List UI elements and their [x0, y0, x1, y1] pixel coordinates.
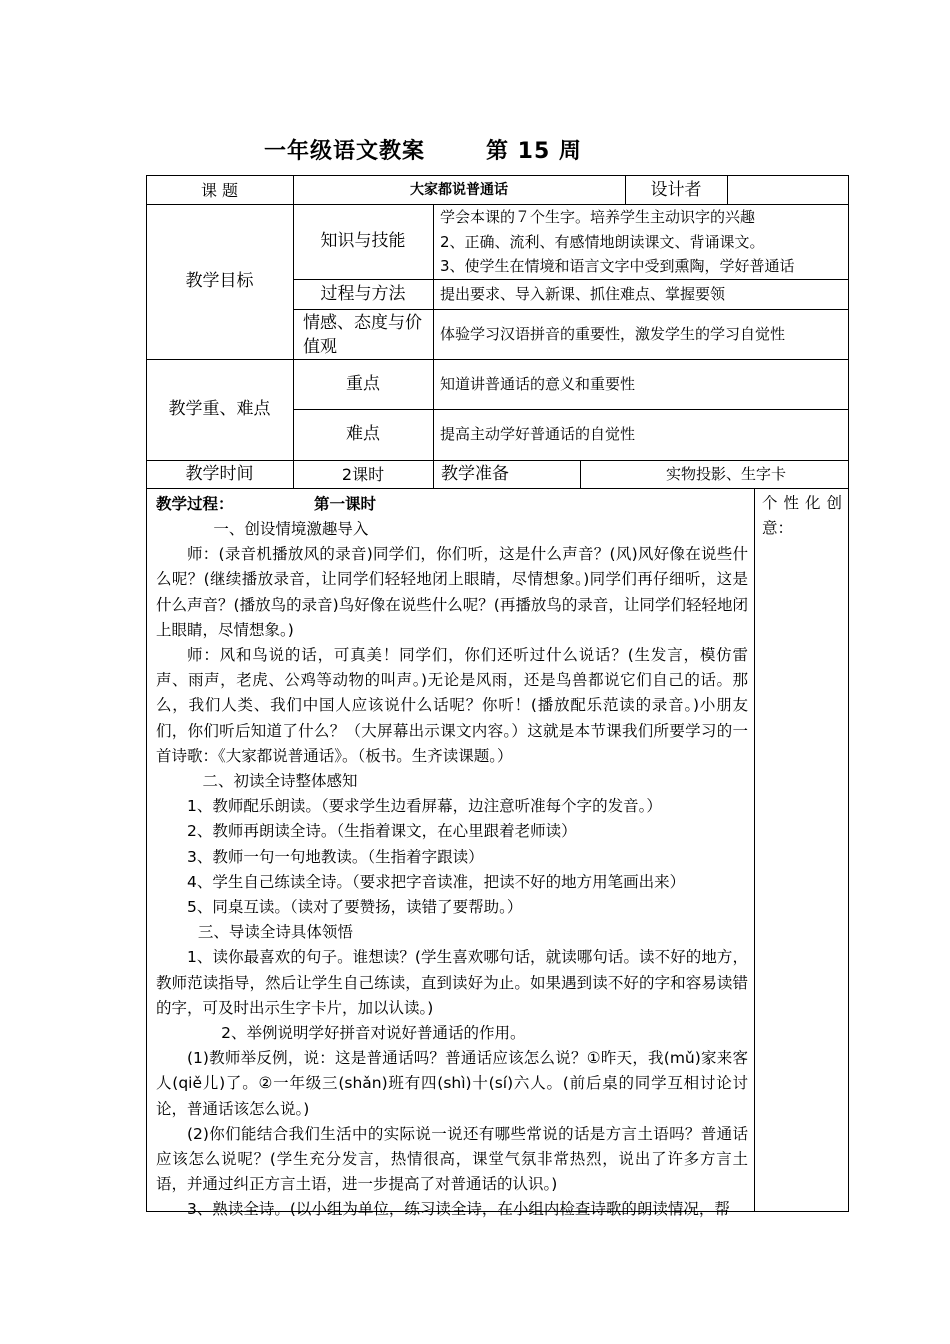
- knowledge-line: 3、使学生在情境和语言文字中受到熏陶，学好普通话: [440, 257, 795, 275]
- section-heading: 二、初读全诗整体感知: [202, 772, 358, 791]
- key-value: 知道讲普通话的意义和重要性: [440, 374, 636, 393]
- key-label: 重点: [346, 373, 380, 394]
- list-item: 2、教师再朗读全诗。（生指着课文，在心里跟着老师读）: [187, 822, 577, 841]
- paragraph: 师：风和鸟说的话，可真美！同学们，你们还听过什么说话？(生发言，模仿雷声、雨声，老虎、公鸡等动物的叫声。)无论是风雨，还是鸟兽都说它们自己的话。那么，我们人类、我们中国人应该说什么话呢？你听！(播放配乐范读的录音。)小朋友们，你们听后知道了什么？（大屏幕出示课文内容。）这就是本节课我们所要学习的一首诗歌：《大家都说普通话》。（板书。生齐读课题。）: [156, 646, 748, 765]
- prep-value: 实物投影、生字卡: [666, 464, 787, 483]
- list-item: 5、同桌互读。（读对了要赞扬，读错了要帮助。）: [187, 898, 523, 917]
- paragraph: 1、读你最喜欢的句子。谁想读？(学生喜欢哪句话，就读哪句话。读不好的地方，教师范读指导，然后让学生自己练读，直到读好为止。如果遇到读不好的字和容易读错的字，可及时出示生字卡片，加以认读。): [156, 948, 748, 1017]
- designer-value: [727, 175, 848, 205]
- title-week: 第 15 周: [486, 139, 582, 164]
- title-main: 一年级语文教案: [264, 139, 426, 164]
- process-method-label: 过程与方法: [320, 283, 406, 304]
- time-value: 2课时: [341, 464, 385, 484]
- paragraph: (1)教师举反例，说：这是普通话吗？普通话应该怎么说？①昨天，我(mǔ)家来客人(qiě儿)了。②一年级三(shǎn)班有四(shì)十(sí)六人。(前后桌的同学互相讨论讨论，普通话该怎么说。): [156, 1049, 748, 1118]
- paragraph: 师：(录音机播放风的录音)同学们，你们听，这是什么声音？(风)风好像在说些什么呢？(继续播放录音，让同学们轻轻地闭上眼睛，尽情想象。)同学们再仔细听，这是什么声音？(播放鸟的录音)鸟好像在说些什么呢？(再播放鸟的录音，让同学们轻轻地闭上眼睛，尽情想象。): [156, 545, 748, 639]
- list-item: 1、教师配乐朗读。（要求学生边看屏幕，边注意听准每个字的发音。）: [187, 797, 662, 816]
- difficult-label: 难点: [346, 424, 380, 444]
- emotion-label: 情感、态度与价值观: [303, 313, 422, 357]
- section-heading: 一、创设情境激趣导入: [213, 520, 369, 538]
- process-heading: 教学过程：: [156, 495, 234, 513]
- lesson-label: 第一课时: [314, 495, 377, 513]
- list-item: 4、学生自己练读全诗。（要求把字音读准，把读不好的地方用笔画出来）: [187, 872, 686, 891]
- personalized-note: 个 性 化 创 意：: [762, 494, 842, 537]
- knowledge-line: 学会本课的７个生字。培养学生主动识字的兴趣: [440, 208, 756, 226]
- paragraph: (2)你们能结合我们生活中的实际说一说还有哪些常说的话是方言土语吗？普通话应该怎么说呢？(学生充分发言，热情很高，课堂气氛非常热烈，说出了许多方言土语，并通过纠正方言土语，进一步提高了对普通话的认识。): [156, 1124, 748, 1194]
- prep-label: 教学准备: [441, 463, 509, 484]
- teaching-process: [156, 492, 748, 1223]
- process-method-value: 提出要求、导入新课、抓住难点、掌握要领: [440, 284, 726, 303]
- key-points-label: 教学重、难点: [168, 399, 271, 419]
- section-heading: 三、导读全诗具体领悟: [197, 923, 353, 942]
- list-item: 3、教师一句一句地教读。（生指着字跟读）: [187, 847, 484, 866]
- knowledge-line: 2、正确、流利、有感情地朗读课文、背诵课文。: [440, 232, 765, 251]
- emotion-value: 体验学习汉语拼音的重要性，激发学生的学习自觉性: [440, 324, 786, 343]
- course-label: 课 题: [200, 180, 239, 200]
- objectives-label: 教学目标: [185, 271, 254, 291]
- knowledge-label: 知识与技能: [320, 231, 406, 251]
- designer-label: 设计者: [650, 179, 702, 200]
- paragraph: 2、举例说明学好拼音对说好普通话的作用。: [221, 1024, 526, 1043]
- knowledge-content: [440, 205, 848, 279]
- paragraph: 3、熟读全诗。(以小组为单位，练习读全诗，在小组内检查诗歌的朗读情况，帮: [187, 1200, 730, 1219]
- difficult-value: 提高主动学好普通话的自觉性: [440, 425, 636, 443]
- time-label: 教学时间: [185, 463, 254, 484]
- course-title: 大家都说普通话: [410, 181, 508, 198]
